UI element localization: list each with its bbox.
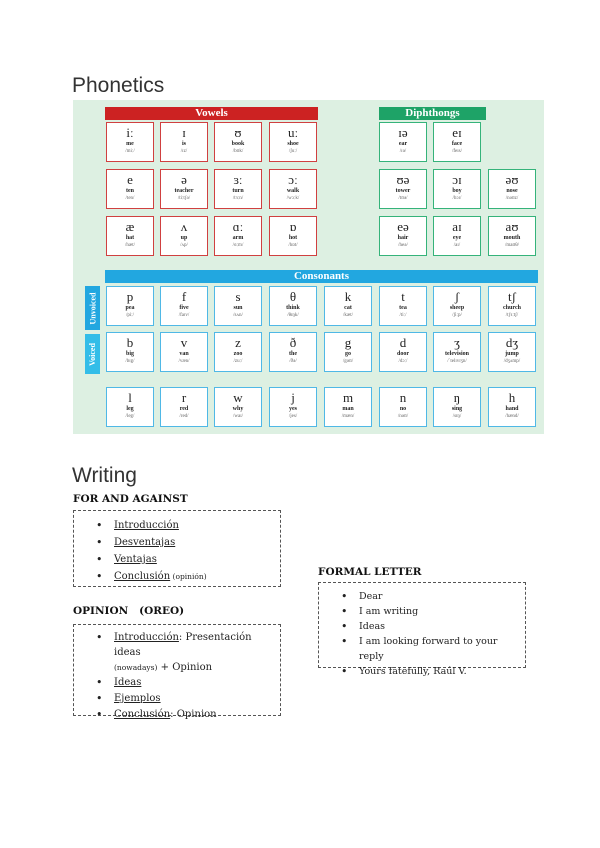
example-word: red <box>179 406 189 412</box>
phonetic-transcription: /leg/ <box>125 414 135 419</box>
item-text: I am writing <box>359 606 419 617</box>
list-item <box>74 568 280 585</box>
list-item <box>74 534 280 551</box>
phoneme-symbol: g <box>344 335 352 350</box>
phoneme-symbol: h <box>508 390 516 405</box>
phoneme-cell <box>488 286 536 326</box>
phonetic-transcription: /maʊθ/ <box>504 243 520 248</box>
phonetic-transcription: /kæt/ <box>342 313 353 318</box>
phoneme-cell <box>379 216 427 256</box>
phoneme-symbol: ɪ <box>182 125 186 140</box>
example-word: face <box>451 141 463 147</box>
phoneme-symbol: p <box>126 289 134 304</box>
item-title: Ideas <box>114 677 142 688</box>
example-word: ten <box>126 188 134 194</box>
phonetic-transcription: /hæt/ <box>124 243 135 248</box>
example-word: walk <box>286 188 300 194</box>
phonetic-transcription: /jes/ <box>288 414 298 419</box>
phoneme-symbol: əʊ <box>505 172 519 187</box>
phonetics-heading: Phonetics <box>72 74 165 97</box>
item-title: Ventajas <box>114 554 157 565</box>
phonetic-transcription: /ˈtelɪvɪʒn/ <box>447 359 467 364</box>
phoneme-cell <box>106 122 154 162</box>
phoneme-symbol: ɑː <box>232 219 244 234</box>
phoneme-symbol: ɔː <box>288 172 298 187</box>
phoneme-cell <box>160 216 208 256</box>
item-title: Introducción <box>114 632 179 643</box>
phoneme-cell <box>433 387 481 427</box>
example-word: sun <box>233 305 243 311</box>
formal-letter-box <box>318 582 526 677</box>
example-word: hair <box>397 235 409 241</box>
item-text: I am looking forward to your reply <box>359 636 498 662</box>
phonetic-transcription: /mæn/ <box>341 414 355 419</box>
phoneme-symbol: ʒ <box>454 335 460 350</box>
phonetic-chart <box>73 100 544 434</box>
list-item <box>74 517 280 534</box>
example-word: no <box>399 406 407 412</box>
voiced-label: Voiced <box>85 334 100 374</box>
list-item <box>319 634 525 664</box>
phonetic-transcription: /heə/ <box>398 243 408 248</box>
phoneme-cell <box>433 122 481 162</box>
phoneme-symbol: v <box>180 335 188 350</box>
phoneme-symbol: m <box>342 390 354 405</box>
example-word: sheep <box>449 305 465 311</box>
phonetic-transcription: /ten/ <box>125 196 135 201</box>
item-text: Ideas <box>359 621 385 632</box>
phonetic-transcription: /waɪ/ <box>233 414 243 419</box>
phoneme-cell <box>269 216 317 256</box>
example-word: is <box>181 141 186 147</box>
list-item <box>74 630 280 675</box>
phoneme-cell <box>324 387 372 427</box>
opinion-label: OPINION (OREO) <box>73 605 185 617</box>
phoneme-cell <box>160 332 208 372</box>
example-word: leg <box>126 406 134 412</box>
list-item <box>74 707 280 723</box>
phoneme-cell <box>214 169 262 209</box>
phonetic-transcription: /ðə/ <box>289 359 297 364</box>
phonetic-transcription: /tʃɜːtʃ/ <box>505 313 519 318</box>
phoneme-cell <box>160 122 208 162</box>
item-detail: + Opinion <box>157 662 213 673</box>
example-word: yes <box>289 406 297 412</box>
phoneme-cell <box>488 169 536 209</box>
phonetic-transcription: /wɔːk/ <box>286 196 300 201</box>
phonetic-transcription: /ɑːm/ <box>232 243 244 248</box>
phonetic-transcription: /nəʊ/ <box>397 414 409 419</box>
phoneme-symbol: j <box>291 390 295 405</box>
phoneme-cell <box>106 387 154 427</box>
phoneme-cell <box>214 387 262 427</box>
example-word: nose <box>506 188 518 194</box>
item-text: Yours fatefully, Raúl V. <box>359 666 467 677</box>
example-word: television <box>445 351 469 357</box>
phoneme-symbol: ŋ <box>453 390 461 405</box>
phoneme-symbol: d <box>399 335 407 350</box>
example-word: me <box>126 141 134 147</box>
example-word: why <box>232 406 244 412</box>
phoneme-symbol: l <box>128 390 132 405</box>
list-item <box>319 664 525 679</box>
phonetic-transcription: /ʃuː/ <box>288 149 298 154</box>
phoneme-cell <box>379 387 427 427</box>
item-title: Conclusión <box>114 571 171 582</box>
phonetic-transcription: /sɪŋ/ <box>452 414 462 419</box>
phoneme-symbol: aɪ <box>452 219 462 234</box>
example-word: teacher <box>174 188 194 194</box>
phoneme-symbol: s <box>235 289 241 304</box>
phonetic-transcription: /bɔɪ/ <box>452 196 462 201</box>
phoneme-symbol: b <box>126 335 134 350</box>
diphthongs-header: Diphthongs <box>379 107 486 120</box>
consonants-header: Consonants <box>105 270 538 283</box>
example-word: go <box>345 351 351 357</box>
phonetic-transcription: /tiː/ <box>399 313 407 318</box>
item-title: Introducción <box>114 520 179 531</box>
for-and-against-label: FOR AND AGAINST <box>73 493 188 505</box>
phoneme-cell <box>433 332 481 372</box>
phonetic-transcription: /bʊk/ <box>232 149 244 154</box>
phoneme-cell <box>269 169 317 209</box>
example-word: mouth <box>503 235 521 241</box>
list-item <box>74 691 280 707</box>
list-item <box>74 551 280 568</box>
example-word: hot <box>288 235 298 241</box>
example-word: think <box>286 305 300 311</box>
example-word: pea <box>125 305 135 311</box>
phoneme-symbol: eɪ <box>452 125 462 140</box>
phoneme-symbol: ɜː <box>233 172 243 187</box>
phoneme-symbol: tʃ <box>508 289 516 304</box>
example-word: shoe <box>287 141 299 147</box>
example-word: book <box>231 141 245 147</box>
phoneme-symbol: ʃ <box>454 289 460 304</box>
item-title: Conclusión <box>114 709 171 720</box>
phoneme-symbol: ʌ <box>180 219 188 234</box>
writing-heading: Writing <box>72 464 137 487</box>
example-word: tea <box>399 305 407 311</box>
example-word: ear <box>398 141 408 147</box>
phonetic-transcription: /feɪs/ <box>452 149 462 154</box>
phoneme-cell <box>160 286 208 326</box>
phonetic-transcription: /ʌp/ <box>180 243 188 248</box>
phonetic-transcription: /zuː/ <box>233 359 243 364</box>
phoneme-cell <box>214 332 262 372</box>
phoneme-symbol: z <box>235 335 241 350</box>
phoneme-cell <box>269 332 317 372</box>
example-word: tower <box>395 188 411 194</box>
example-word: turn <box>232 188 244 194</box>
example-word: van <box>179 351 189 357</box>
for-and-against-box <box>73 510 281 587</box>
phoneme-cell <box>214 122 262 162</box>
phoneme-symbol: iː <box>126 125 134 140</box>
example-word: cat <box>344 305 352 311</box>
item-title: Desventajas <box>114 537 176 548</box>
phonetic-transcription: /tɜːn/ <box>232 196 244 201</box>
phoneme-symbol: k <box>344 289 352 304</box>
phoneme-symbol: ɔɪ <box>452 172 462 187</box>
phoneme-symbol: æ <box>125 219 135 234</box>
phoneme-symbol: ʊə <box>396 172 410 187</box>
phonetic-transcription: /ʃiːp/ <box>452 313 462 318</box>
phonetic-transcription: /gəʊ/ <box>342 359 354 364</box>
example-word: big <box>125 351 134 357</box>
example-word: up <box>180 235 188 241</box>
phoneme-symbol: ə <box>181 172 187 187</box>
example-word: hat <box>125 235 135 241</box>
list-item <box>319 589 525 604</box>
phoneme-cell <box>214 286 262 326</box>
example-word: the <box>289 351 297 357</box>
phonetic-transcription: /hænd/ <box>505 414 519 419</box>
item-text: Dear <box>359 591 383 602</box>
phonetic-transcription: /θɪŋk/ <box>287 313 299 318</box>
phonetic-transcription: /hɒt/ <box>288 243 298 248</box>
opinion-box <box>73 624 281 720</box>
phoneme-cell <box>269 387 317 427</box>
item-note: (opinión) <box>170 572 207 581</box>
phoneme-cell <box>379 332 427 372</box>
phoneme-cell <box>433 169 481 209</box>
phoneme-cell <box>106 169 154 209</box>
phoneme-cell <box>379 169 427 209</box>
example-word: door <box>397 351 409 357</box>
phoneme-cell <box>433 286 481 326</box>
phoneme-symbol: f <box>181 289 187 304</box>
example-word: zoo <box>233 351 243 357</box>
phoneme-cell <box>269 286 317 326</box>
example-word: man <box>342 406 354 412</box>
phoneme-cell <box>488 387 536 427</box>
phoneme-cell <box>324 286 372 326</box>
phoneme-symbol: r <box>181 390 187 405</box>
phoneme-cell <box>488 216 536 256</box>
phoneme-symbol: n <box>399 390 407 405</box>
phoneme-cell <box>106 286 154 326</box>
phoneme-symbol: ɪə <box>398 125 408 140</box>
phoneme-cell <box>379 122 427 162</box>
phonetic-transcription: /tiːtʃə/ <box>177 196 191 201</box>
phonetic-transcription: /væn/ <box>178 359 190 364</box>
phoneme-symbol: ɒ <box>289 219 297 234</box>
unvoiced-label: Unvoiced <box>85 286 100 330</box>
phonetic-transcription: /ɪz/ <box>180 149 188 154</box>
phonetic-transcription: /aɪ/ <box>453 243 461 248</box>
formal-letter-label: FORMAL LETTER <box>318 566 422 578</box>
example-word: five <box>179 305 189 311</box>
phoneme-cell <box>488 332 536 372</box>
phoneme-cell <box>269 122 317 162</box>
phoneme-cell <box>106 332 154 372</box>
phoneme-cell <box>160 169 208 209</box>
phoneme-symbol: t <box>401 289 405 304</box>
phonetic-transcription: /faɪv/ <box>178 313 190 318</box>
list-item <box>319 619 525 634</box>
phoneme-cell <box>214 216 262 256</box>
example-word: church <box>503 305 521 311</box>
example-word: sing <box>451 406 463 412</box>
phoneme-symbol: dʒ <box>505 335 519 350</box>
vowels-header: Vowels <box>105 107 318 120</box>
phonetic-transcription: /ɪə/ <box>399 149 407 154</box>
item-note: (nowadays) <box>114 663 158 672</box>
list-item <box>74 675 280 691</box>
phoneme-symbol: aʊ <box>505 219 519 234</box>
example-word: eye <box>452 235 462 241</box>
example-word: boy <box>452 188 462 194</box>
phoneme-symbol: θ <box>289 289 297 304</box>
phoneme-cell <box>379 286 427 326</box>
phoneme-cell <box>433 216 481 256</box>
phoneme-symbol: ʊ <box>234 125 242 140</box>
list-item <box>319 604 525 619</box>
phoneme-cell <box>160 387 208 427</box>
item-detail: : Presentación ideas <box>114 632 252 658</box>
phonetic-transcription: /tʊə/ <box>398 196 408 201</box>
phoneme-symbol: ð <box>289 335 297 350</box>
phoneme-symbol: uː <box>287 125 299 140</box>
phonetic-transcription: /sʌn/ <box>233 313 243 318</box>
phonetic-transcription: /piː/ <box>125 313 135 318</box>
phoneme-symbol: eə <box>397 219 409 234</box>
phonetic-transcription: /dɔː/ <box>398 359 408 364</box>
item-detail: : Opinion <box>170 709 217 720</box>
example-word: arm <box>232 235 244 241</box>
phoneme-cell <box>324 332 372 372</box>
phonetic-transcription: /miː/ <box>125 149 135 154</box>
phoneme-symbol: w <box>233 390 243 405</box>
phonetic-transcription: /red/ <box>179 414 189 419</box>
phoneme-cell <box>106 216 154 256</box>
phonetic-transcription: /nəʊz/ <box>505 196 519 201</box>
item-title: Ejemplos <box>114 693 161 704</box>
example-word: hand <box>505 406 519 412</box>
example-word: jump <box>505 351 519 357</box>
phonetic-transcription: /dʒʌmp/ <box>503 359 521 364</box>
phonetic-transcription: /bɪg/ <box>125 359 135 364</box>
phoneme-symbol: e <box>127 172 133 187</box>
